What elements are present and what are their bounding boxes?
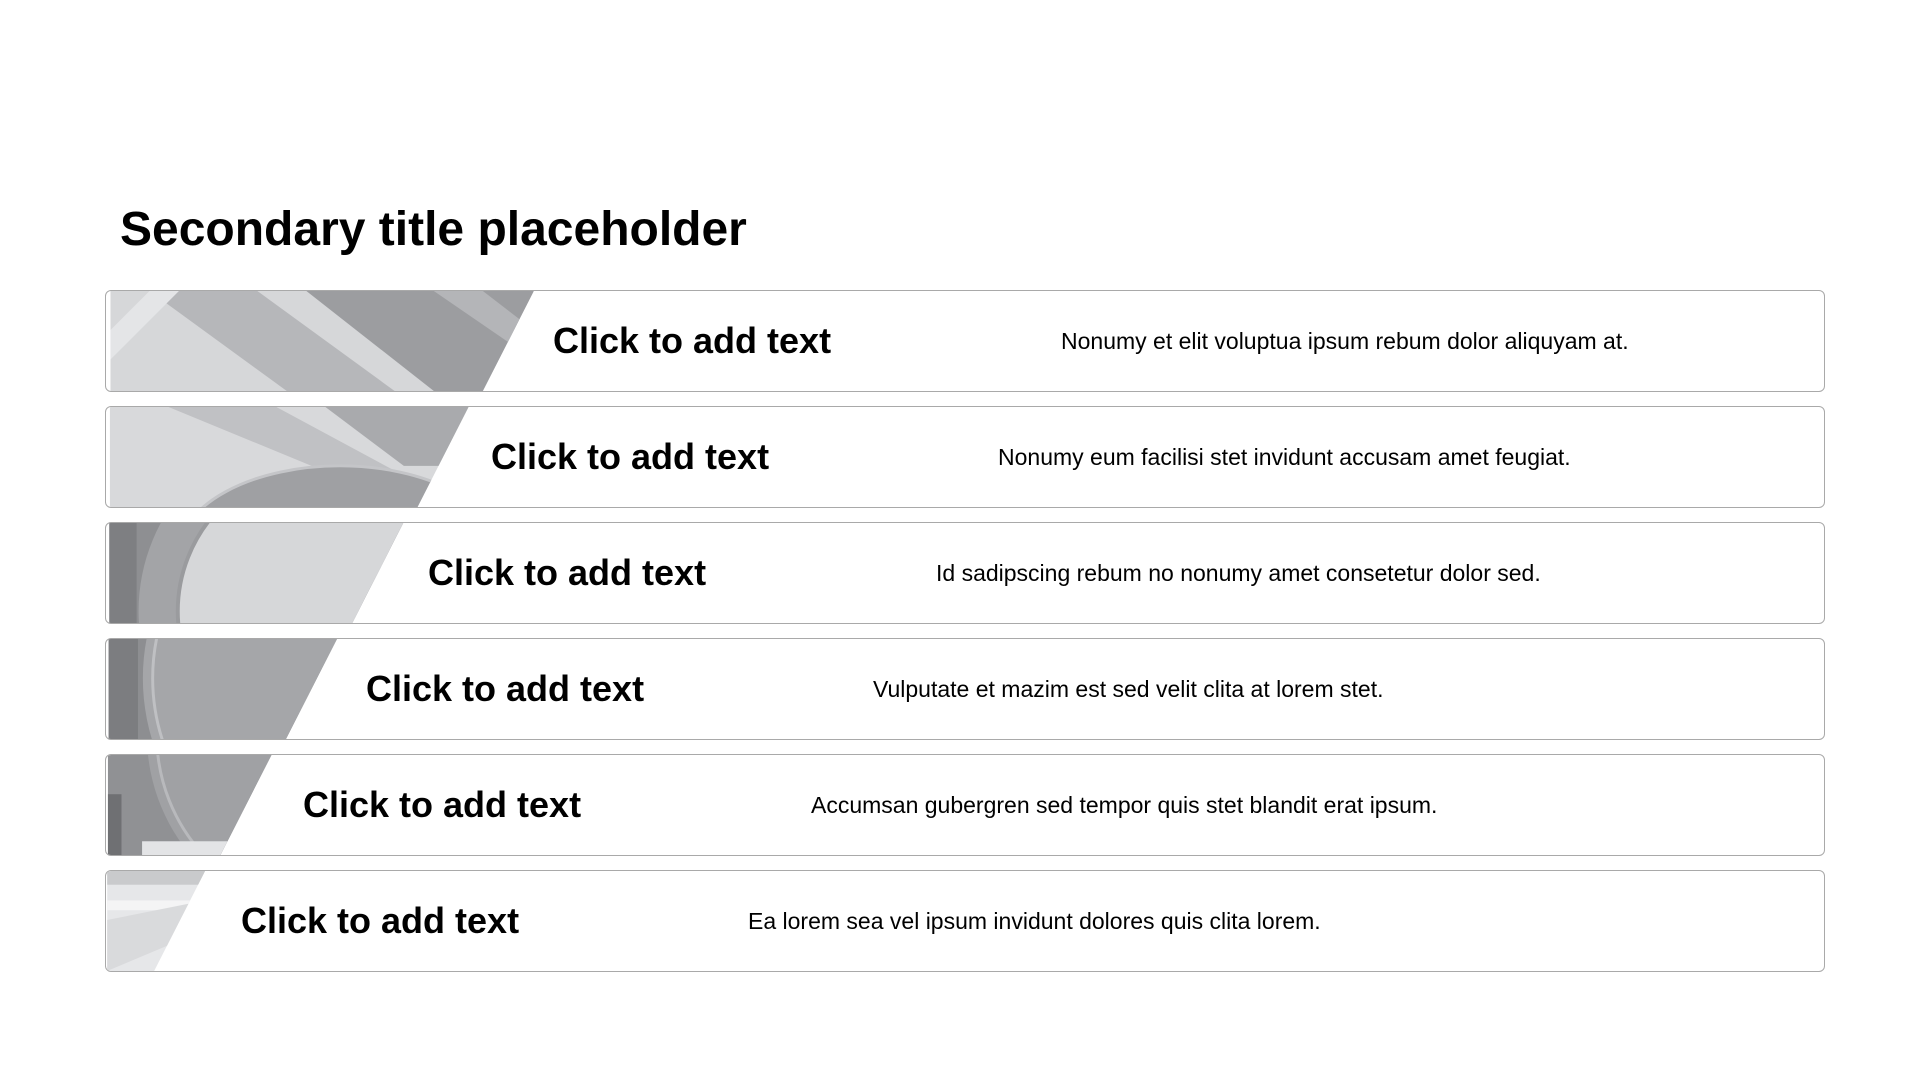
row-description[interactable]: Vulputate et mazim est sed velit clita at lorem stet. [873,675,1384,702]
row-heading[interactable]: Click to add text [241,900,520,941]
row-3-photo [106,523,426,623]
list-row-2 [105,406,1825,508]
row-heading[interactable]: Click to add text [491,436,770,477]
row-4-photo [106,639,366,739]
row-6-photo [106,871,216,971]
row-2-photo [106,407,486,507]
row-heading[interactable]: Click to add text [553,320,832,361]
row-description[interactable]: Id sadipscing rebum no nonumy amet consetetur dolor sed. [936,559,1541,586]
row-1-photo [106,291,546,391]
row-5-photo [106,755,286,855]
row-description[interactable]: Nonumy eum facilisi stet invidunt accusam amet feugiat. [998,443,1571,470]
list-row-6 [105,870,1825,972]
row-heading[interactable]: Click to add text [366,668,645,709]
list-row-5 [105,754,1825,856]
row-description[interactable]: Nonumy et elit voluptua ipsum rebum dolor aliquyam at. [1061,327,1629,354]
row-description[interactable]: Accumsan gubergren sed tempor quis stet blandit erat ipsum. [811,791,1438,818]
list-row-4 [105,638,1825,740]
list-row-1 [105,290,1825,392]
row-heading[interactable]: Click to add text [303,784,582,825]
list-row-3 [105,522,1825,624]
slide-title[interactable]: Secondary title placeholder [120,203,747,256]
row-description[interactable]: Ea lorem sea vel ipsum invidunt dolores quis clita lorem. [748,907,1321,934]
row-heading[interactable]: Click to add text [428,552,707,593]
